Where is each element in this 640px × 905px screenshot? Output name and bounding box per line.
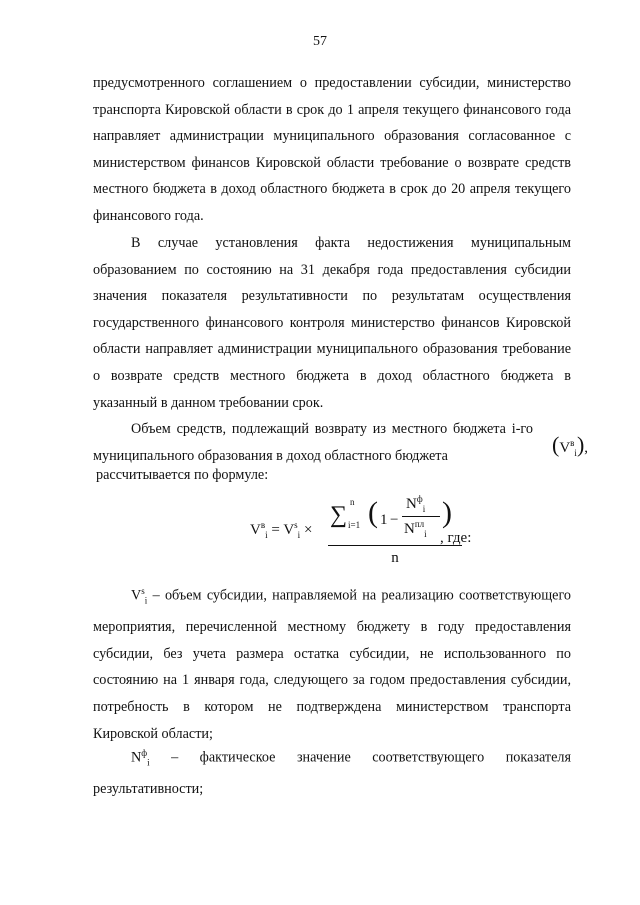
formula-numerator: ∑ n i=1 ( 1 − $N^ф_i$ $N^{пл}_i$ ) <box>330 494 452 539</box>
definition-nphi: $N^ф_i$ – фактическое значение соответствующего показателя результативности; <box>93 748 572 798</box>
paragraph-2: В случае установления факта недостижения муниципальным образованием по состоянию на 31 декабря года предоставления субсидии значения показателя результативности по результатам осуществления государственного финансового контроля министерство финансов Кировской области направляет администрации муниципального образования требование о возврате средств местного бюджета в доход областного бюджета в указанный в данном требовании срок. <box>93 235 571 411</box>
page-number: 57 <box>313 34 327 49</box>
inline-symbol-vb: $(V^в_i)$, <box>552 432 589 458</box>
formula-lhs: $V^в_i = V^s_i$ × <box>250 520 313 540</box>
definition-vs: $V^s_i$ – объем субсидии, направляемой на реализацию соответствующего мероприятия, перечисленной местному бюджету в году предоставления субсидии, без учета размера остатка субсидии, не использованного по состоянию на 1 января года, следующего за годом предоставления субсидии, потребность в котором не подтверждена министерством транспорта Кировской области; <box>93 586 571 742</box>
paragraph-4: рассчитывается по формуле: <box>96 467 269 483</box>
paragraph-3-text: Объем средств, подлежащий возврату из местного бюджета i-го муниципального образования в доход областного бюджета <box>93 421 533 464</box>
formula-denominator: n <box>391 550 399 566</box>
formula <box>250 492 570 572</box>
formula-tail: , где: <box>440 530 472 546</box>
paragraph-1: предусмотренного соглашением о предоставлении субсидии, министерство транспорта Кировской области в срок до 1 апреля текущего финансового года направляет администрации муниципального образования согласованное с министерством финансов Кировской области требование о возврате средств местного бюджета в доход областного бюджета в срок до 20 апреля текущего финансового года. <box>93 75 571 224</box>
